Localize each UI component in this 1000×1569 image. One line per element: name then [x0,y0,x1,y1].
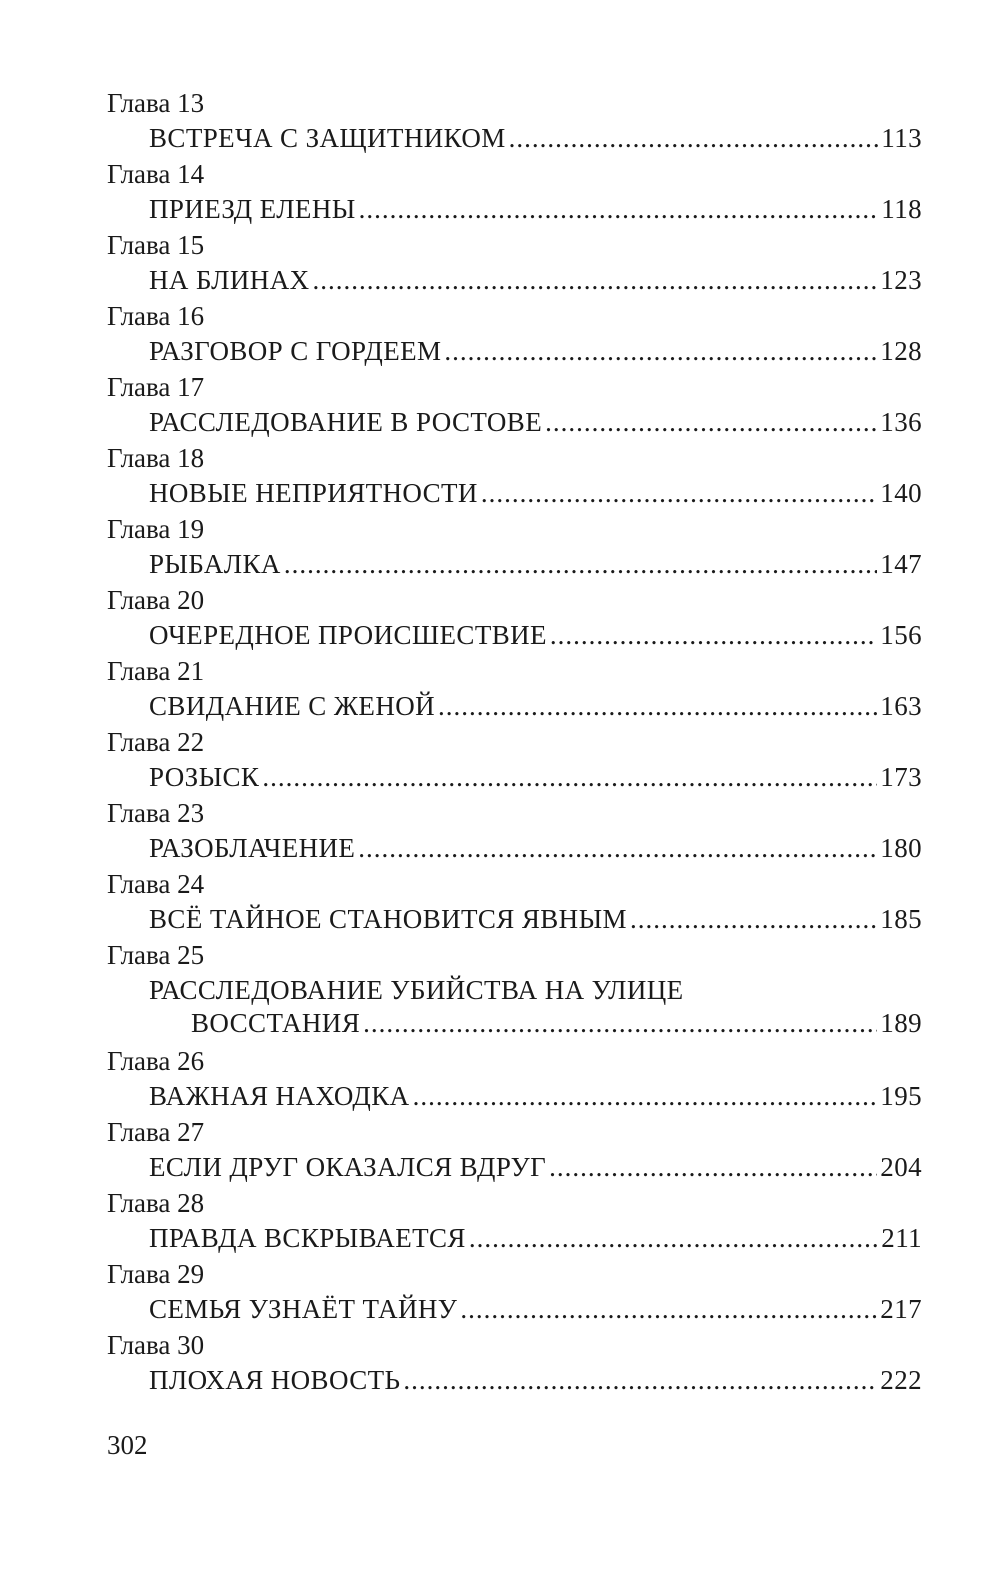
toc-row [149,687,922,725]
toc-row [149,403,922,441]
chapter-title: РОЗЫСК [149,762,260,792]
toc-row [149,1077,922,1115]
chapter-label: Глава 25 [107,940,205,970]
dot-leader [550,616,877,654]
dot-leader [630,900,877,938]
toc-row [149,829,922,867]
chapter-label: Глава 28 [107,1188,205,1218]
dot-leader [460,1290,877,1328]
chapter-title: РЫБАЛКА [149,549,281,579]
toc-entry [107,867,922,938]
dot-leader [545,403,877,441]
dot-leader [481,474,877,512]
dot-leader [363,1004,877,1042]
chapter-label: Глава 18 [107,443,205,473]
page-number: 163 [880,691,922,721]
toc-row [149,1361,922,1399]
chapter-label: Глава 22 [107,727,205,757]
page-number: 217 [880,1294,922,1324]
toc-row [149,474,922,512]
chapter-label: Глава 17 [107,372,205,402]
chapter-title: ВСТРЕЧА С ЗАЩИТНИКОМ [149,123,506,153]
dot-leader [359,190,879,228]
dot-leader [358,829,877,867]
page-folio: 302 [107,1430,148,1460]
toc-row [191,1004,922,1042]
toc-entry [107,1044,922,1115]
toc-row [149,616,922,654]
chapter-label: Глава 19 [107,514,205,544]
page-number: 173 [880,762,922,792]
toc-entry [107,512,922,583]
chapter-title: ПРАВДА ВСКРЫВАЕТСЯ [149,1223,466,1253]
chapter-label: Глава 24 [107,869,205,899]
page-number: 156 [880,620,922,650]
page-number: 222 [880,1365,922,1395]
page-number: 136 [880,407,922,437]
toc-entry [107,441,922,512]
toc-entry [107,796,922,867]
chapter-title: ОЧЕРЕДНОЕ ПРОИСШЕСТВИЕ [149,620,547,650]
toc-row [149,1290,922,1328]
chapter-label: Глава 20 [107,585,205,615]
page-number: 140 [880,478,922,508]
page-number: 128 [880,336,922,366]
toc-row [149,261,922,299]
toc-entry [107,299,922,370]
page-number: 189 [880,1008,922,1038]
dot-leader [262,758,877,796]
toc-row [149,190,922,228]
chapter-title: НОВЫЕ НЕПРИЯТНОСТИ [149,478,478,508]
chapter-title: ПЛОХАЯ НОВОСТЬ [149,1365,401,1395]
dot-leader [444,332,877,370]
toc-row [149,758,922,796]
chapter-title: ПРИЕЗД ЕЛЕНЫ [149,194,356,224]
page-number: 211 [881,1223,922,1253]
toc-row [149,900,922,938]
toc-entry [107,725,922,796]
chapter-label: Глава 27 [107,1117,205,1147]
toc-entry [107,370,922,441]
toc-row [149,1148,922,1186]
page-number: 185 [880,904,922,934]
toc-row [149,332,922,370]
chapter-title: ВСЁ ТАЙНОЕ СТАНОВИТСЯ ЯВНЫМ [149,904,627,934]
chapter-label: Глава 14 [107,159,205,189]
chapter-label: Глава 30 [107,1330,205,1360]
dot-leader [403,1361,877,1399]
page-number: 113 [881,123,922,153]
chapter-title-line-2: ВОССТАНИЯ [191,1008,361,1038]
toc-row [149,119,922,157]
toc-entry [107,86,922,157]
toc-entry [107,583,922,654]
dot-leader [469,1219,878,1257]
toc-entry [107,228,922,299]
chapter-title: СВИДАНИЕ С ЖЕНОЙ [149,691,436,721]
chapter-title: РАЗОБЛАЧЕНИЕ [149,833,356,863]
chapter-title: ЕСЛИ ДРУГ ОКАЗАЛСЯ ВДРУГ [149,1152,547,1182]
chapter-title: НА БЛИНАХ [149,265,310,295]
chapter-title-line-1: РАССЛЕДОВАНИЕ УБИЙСТВА НА УЛИЦЕ [149,975,684,1005]
toc-entry [107,1328,922,1399]
chapter-title: СЕМЬЯ УЗНАЁТ ТАЙНУ [149,1294,458,1324]
dot-leader [438,687,877,725]
toc-entry [107,1186,922,1257]
toc-entry [107,938,922,1044]
page-number: 180 [880,833,922,863]
dot-leader [509,119,879,157]
chapter-label: Глава 26 [107,1046,205,1076]
dot-leader [284,545,877,583]
toc-entry [107,157,922,228]
page-number: 147 [880,549,922,579]
dot-leader [549,1148,877,1186]
chapter-title: РАССЛЕДОВАНИЕ В РОСТОВЕ [149,407,543,437]
page-number: 204 [880,1152,922,1182]
dot-leader [413,1077,878,1115]
chapter-title: ВАЖНАЯ НАХОДКА [149,1081,410,1111]
toc-row [149,1219,922,1257]
dot-leader [313,261,878,299]
page-number: 118 [881,194,922,224]
toc-row [149,545,922,583]
page-number: 195 [880,1081,922,1111]
toc-entry [107,1115,922,1186]
table-of-contents [107,86,922,1399]
chapter-label: Глава 16 [107,301,205,331]
chapter-title: РАЗГОВОР С ГОРДЕЕМ [149,336,442,366]
toc-entry [107,1257,922,1328]
chapter-label: Глава 23 [107,798,205,828]
chapter-label: Глава 15 [107,230,205,260]
chapter-label: Глава 13 [107,88,205,118]
chapter-label: Глава 21 [107,656,205,686]
chapter-label: Глава 29 [107,1259,205,1289]
toc-entry [107,654,922,725]
page-number: 123 [880,265,922,295]
